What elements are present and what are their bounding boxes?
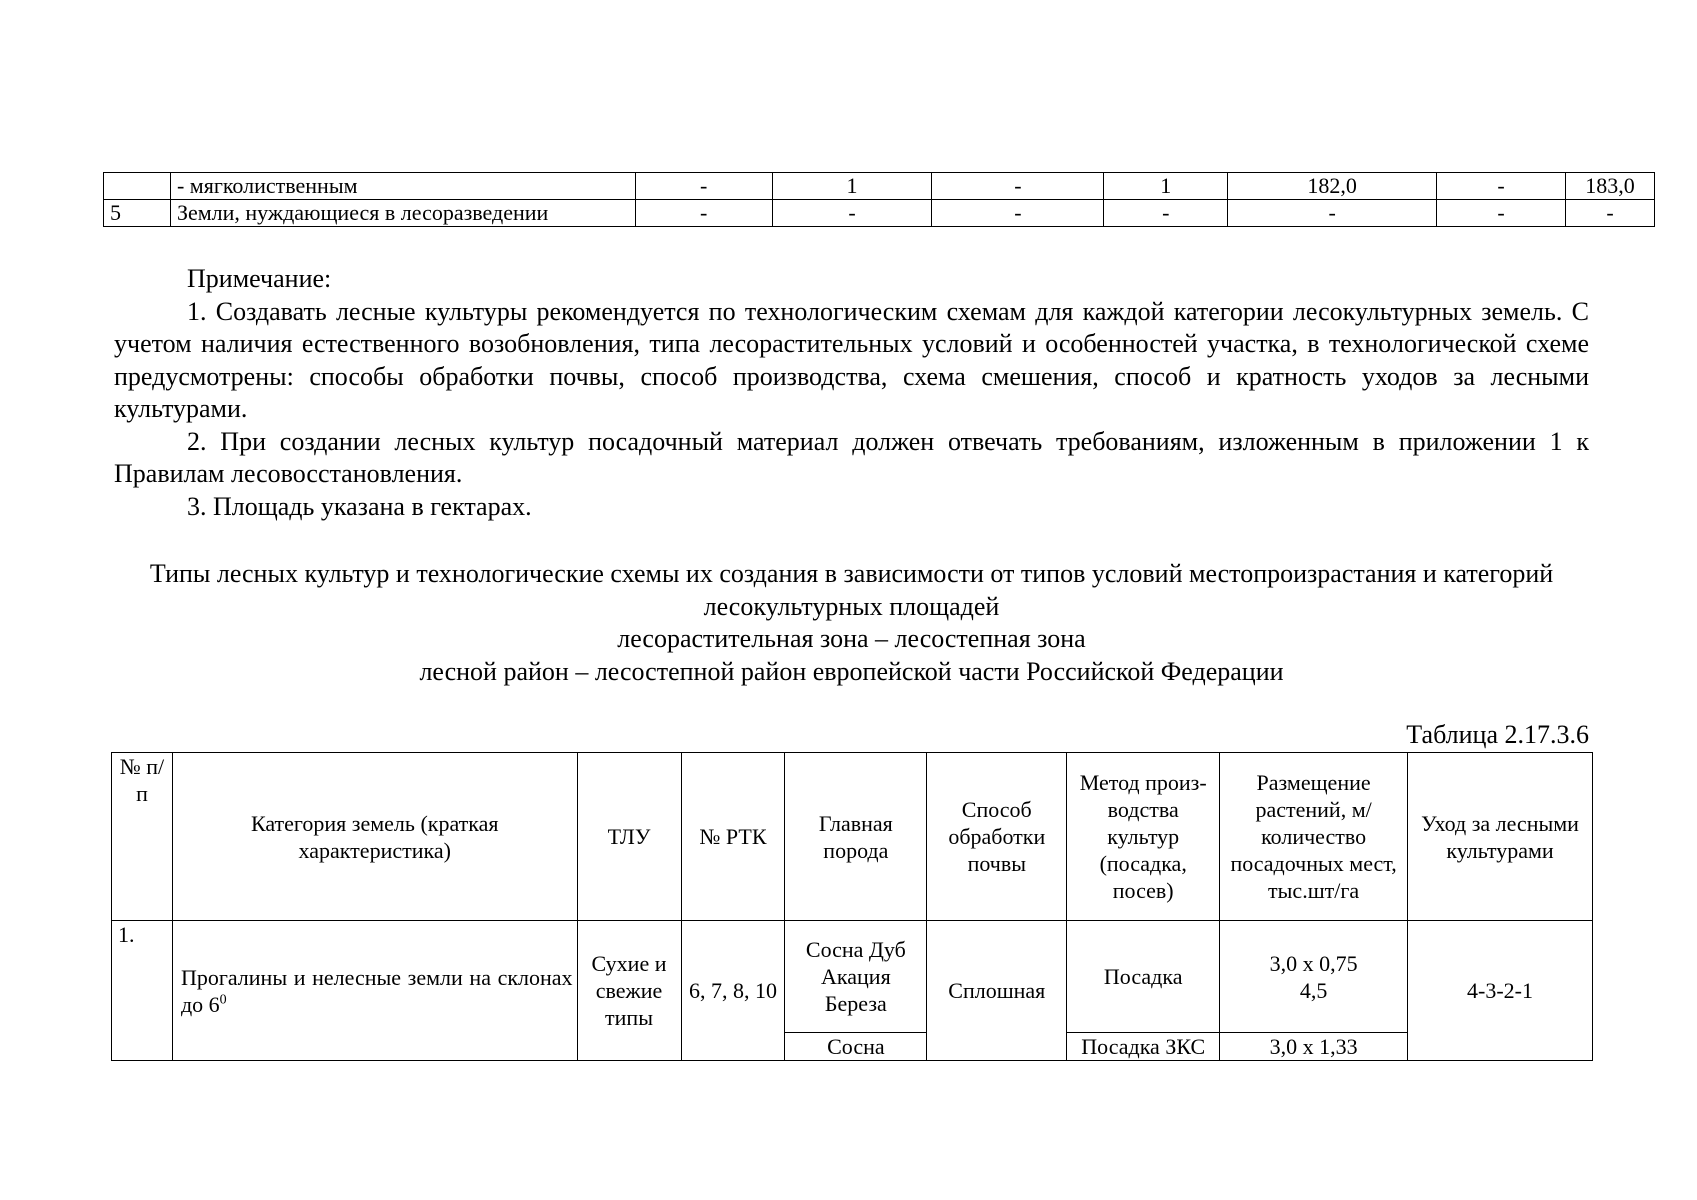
row-number: 5 xyxy=(104,200,171,227)
header-placement: Размещение растений, м/количество посадочных мест, тыс.шт/га xyxy=(1220,753,1408,921)
table-title xyxy=(114,558,1589,688)
row-number: 1. xyxy=(112,921,173,1061)
cell-value: - xyxy=(1437,173,1566,200)
row-placement: 3,0 х 1,33 xyxy=(1220,1033,1408,1061)
summary-table xyxy=(103,172,1655,227)
row-soil: Сплошная xyxy=(927,921,1067,1061)
header-tlu: ТЛУ xyxy=(577,753,681,921)
row-number xyxy=(104,173,171,200)
notes-heading: Примечание: xyxy=(187,264,332,293)
cell-value: 1 xyxy=(772,173,932,200)
cell-value: 182,0 xyxy=(1228,173,1437,200)
notes-section xyxy=(114,263,1589,523)
table-row xyxy=(112,921,1593,1033)
header-category: Категория земель (краткая характеристика) xyxy=(172,753,577,921)
header-rtk: № РТК xyxy=(681,753,785,921)
note-item: 1. Создавать лесные культуры рекомендуется по технологическим схемам для каждой категории лесокультурных земель. С учетом наличия естественного возобновления, типа лесорастительных условий и особенностей участка, в технологической схеме предусмотрены: способы обработки почвы, способ производства, схема смешения, способ и кратность уходов за лесными культурами. xyxy=(114,296,1589,423)
forest-cultures-table xyxy=(111,752,1593,1061)
degree-sup: 0 xyxy=(219,992,227,1008)
cell-value: - xyxy=(932,200,1104,227)
row-species: Сосна Дуб Акация Береза xyxy=(785,921,927,1033)
row-placement xyxy=(1220,921,1408,1033)
header-num: № п/п xyxy=(112,753,173,921)
row-rtk: 6, 7, 8, 10 xyxy=(681,921,785,1061)
row-care: 4-3-2-1 xyxy=(1408,921,1593,1061)
cell-value: - xyxy=(635,200,772,227)
cell-value: 183,0 xyxy=(1565,173,1654,200)
row-species: Сосна xyxy=(785,1033,927,1061)
row-category xyxy=(172,921,577,1061)
cell-value: - xyxy=(1228,200,1437,227)
cell-value: - xyxy=(1437,200,1566,227)
header-soil: Способ обработки почвы xyxy=(927,753,1067,921)
cell-value: - xyxy=(1104,200,1228,227)
table-number: Таблица 2.17.3.6 xyxy=(1406,720,1589,749)
note-item: 2. При создании лесных культур посадочный материал должен отвечать требованиям, изложенным в приложении 1 к Правилам лесовосстановления. xyxy=(114,426,1589,488)
cell-value: 1 xyxy=(1104,173,1228,200)
title-zone: лесорастительная зона – лесостепная зона xyxy=(617,624,1086,653)
row-method: Посадка xyxy=(1067,921,1220,1033)
row-name: Земли, нуждающиеся в лесоразведении xyxy=(170,200,635,227)
category-text: Прогалины и нелесные земли на склонах до 6 xyxy=(180,964,573,1017)
header-care: Уход за лесными культурами xyxy=(1408,753,1593,921)
placement-scheme: 3,0 х 0,75 xyxy=(1269,950,1358,976)
cell-value: - xyxy=(932,173,1104,200)
placement-count: 4,5 xyxy=(1299,977,1328,1003)
title-line: Типы лесных культур и технологические схемы их создания в зависимости от типов условий местопроизрастания и категорий лесокультурных площадей xyxy=(149,559,1554,621)
header-species: Главная порода xyxy=(785,753,927,921)
title-region: лесной район – лесостепной район европейской части Российской Федерации xyxy=(419,656,1284,686)
table-row xyxy=(104,173,1655,200)
cell-value: - xyxy=(1565,200,1654,227)
row-method: Посадка ЗКС xyxy=(1067,1033,1220,1061)
row-name: - мягколиственным xyxy=(170,173,635,200)
cell-value: - xyxy=(635,173,772,200)
table-row xyxy=(104,200,1655,227)
header-method: Метод произ-водства культур (посадка, посев) xyxy=(1067,753,1220,921)
table-header-row xyxy=(112,753,1593,921)
note-item: 3. Площадь указана в гектарах. xyxy=(187,491,532,521)
cell-value: - xyxy=(772,200,932,227)
row-tlu: Сухие и свежие типы xyxy=(577,921,681,1061)
